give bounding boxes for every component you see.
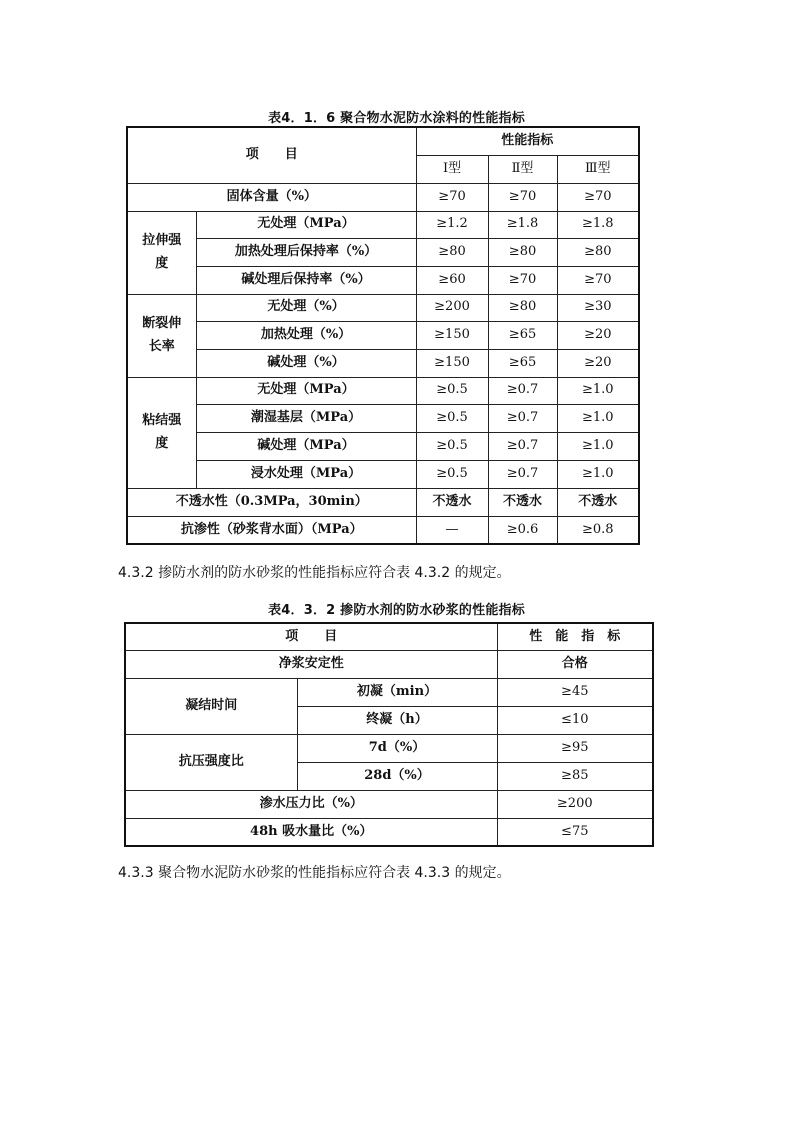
t1-row-label: 无处理（MPa） xyxy=(196,377,416,404)
t1-row-label: 加热处理后保持率（%） xyxy=(196,238,416,266)
t1-cell: ≥0.7 xyxy=(488,432,557,460)
t1-row-label: 加热处理（%） xyxy=(196,321,416,349)
t1-row-label: 浸水处理（MPa） xyxy=(196,460,416,488)
t1-cell: ≥1.8 xyxy=(557,211,639,238)
table1-caption: 表4．1．6 聚合物水泥防水涂料的性能指标 xyxy=(268,111,525,126)
t1-cell: ≥30 xyxy=(557,294,639,321)
t1-cell: ≥70 xyxy=(488,266,557,294)
t1-cell: 不透水 xyxy=(488,488,557,516)
table-4-1-6 xyxy=(126,126,640,545)
t2-setting-group: 凝结时间 xyxy=(125,678,297,734)
t1-cell: ≥0.6 xyxy=(488,516,557,544)
t1-seepage-label: 抗渗性（砂浆背水面）（MPa） xyxy=(127,516,416,544)
t1-cell: ≥150 xyxy=(416,321,488,349)
t2-compressive-group: 抗压强度比 xyxy=(125,734,297,790)
t1-row-label: 碱处理（MPa） xyxy=(196,432,416,460)
t1-row-label: 碱处理（%） xyxy=(196,349,416,377)
t2-cell: ≥85 xyxy=(497,762,653,790)
t1-cell: ≥1.0 xyxy=(557,460,639,488)
t1-cell: ≥0.7 xyxy=(488,404,557,432)
t1-cell: ≥0.7 xyxy=(488,377,557,404)
t1-cell: ≥0.5 xyxy=(416,460,488,488)
t1-cell: ≥80 xyxy=(488,294,557,321)
t1-cell: ≥1.0 xyxy=(557,432,639,460)
t1-cell: ≥1.2 xyxy=(416,211,488,238)
t1-row-label: 无处理（%） xyxy=(196,294,416,321)
t1-bond-group: 粘结强度 xyxy=(127,377,196,488)
t1-cell: ≥80 xyxy=(488,238,557,266)
t2-row-label: 7d（%） xyxy=(297,734,497,762)
t1-type-3-header: Ⅲ型 xyxy=(557,155,639,183)
t2-stability-label: 净浆安定性 xyxy=(125,650,497,678)
t1-solid-label: 固体含量（%） xyxy=(127,183,416,211)
t2-cell: 合格 xyxy=(497,650,653,678)
t2-pressure-label: 渗水压力比（%） xyxy=(125,790,497,818)
t1-cell: ≥20 xyxy=(557,321,639,349)
t1-cell: ≥70 xyxy=(557,266,639,294)
t2-cell: ≥95 xyxy=(497,734,653,762)
t2-absorption-label: 48h 吸水量比（%） xyxy=(125,818,497,846)
t1-cell: ≥70 xyxy=(416,183,488,211)
t2-item-header: 项 目 xyxy=(125,623,497,650)
t1-cell: ≥80 xyxy=(557,238,639,266)
t2-row-label: 初凝（min） xyxy=(297,678,497,706)
t1-cell: ≥200 xyxy=(416,294,488,321)
paragraph-4-3-3: 4.3.3 聚合物水泥防水砂浆的性能指标应符合表 4.3.3 的规定。 xyxy=(118,865,511,881)
t1-cell: ≥0.5 xyxy=(416,404,488,432)
t1-item-header: 项 目 xyxy=(127,127,416,183)
t1-cell: ≥0.7 xyxy=(488,460,557,488)
t2-cell: ≥200 xyxy=(497,790,653,818)
t1-type-1-header: Ⅰ型 xyxy=(416,155,488,183)
t1-cell: ≥70 xyxy=(488,183,557,211)
t1-row-label: 潮湿基层（MPa） xyxy=(196,404,416,432)
t1-cell: 不透水 xyxy=(416,488,488,516)
t2-cell: ≥45 xyxy=(497,678,653,706)
table2-caption: 表4．3．2 掺防水剂的防水砂浆的性能指标 xyxy=(268,603,525,618)
t1-elongation-group: 断裂伸长率 xyxy=(127,294,196,377)
t1-type-2-header: Ⅱ型 xyxy=(488,155,557,183)
t2-row-label: 28d（%） xyxy=(297,762,497,790)
t1-cell: ≥65 xyxy=(488,321,557,349)
t1-cell: — xyxy=(416,516,488,544)
t1-cell: ≥20 xyxy=(557,349,639,377)
t1-cell: 不透水 xyxy=(557,488,639,516)
t2-cell: ≤75 xyxy=(497,818,653,846)
t2-row-label: 终凝（h） xyxy=(297,706,497,734)
t1-cell: ≥80 xyxy=(416,238,488,266)
t2-performance-header: 性 能 指 标 xyxy=(497,623,653,650)
t1-cell: ≥1.0 xyxy=(557,404,639,432)
t1-row-label: 碱处理后保持率（%） xyxy=(196,266,416,294)
t1-cell: ≥60 xyxy=(416,266,488,294)
t1-cell: ≥1.0 xyxy=(557,377,639,404)
t1-tensile-group: 拉伸强度 xyxy=(127,211,196,294)
t1-impermeability-label: 不透水性（0.3MPa，30min） xyxy=(127,488,416,516)
t1-cell: ≥0.5 xyxy=(416,377,488,404)
t2-cell: ≤10 xyxy=(497,706,653,734)
t1-cell: ≥150 xyxy=(416,349,488,377)
t1-cell: ≥65 xyxy=(488,349,557,377)
paragraph-4-3-2: 4.3.2 掺防水剂的防水砂浆的性能指标应符合表 4.3.2 的规定。 xyxy=(118,565,511,581)
t1-cell: ≥0.5 xyxy=(416,432,488,460)
t1-cell: ≥1.8 xyxy=(488,211,557,238)
t1-row-label: 无处理（MPa） xyxy=(196,211,416,238)
table-4-3-2 xyxy=(124,622,654,847)
t1-cell: ≥0.8 xyxy=(557,516,639,544)
t1-performance-header: 性能指标 xyxy=(416,127,639,155)
t1-cell: ≥70 xyxy=(557,183,639,211)
